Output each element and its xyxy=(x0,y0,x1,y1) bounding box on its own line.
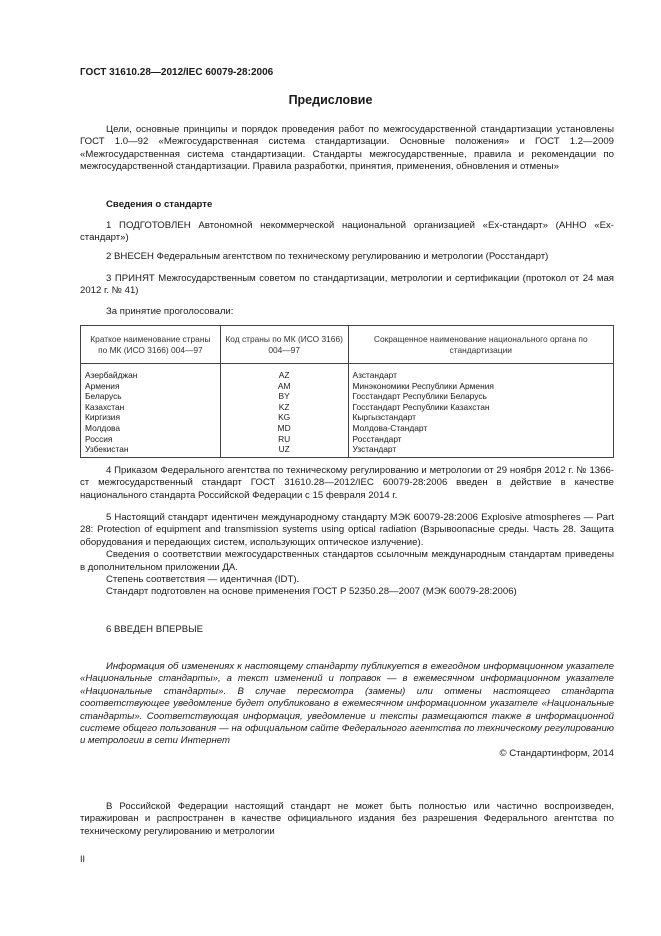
item-5-identical: 5 Настоящий стандарт идентичен международному стандарту МЭК 60079-28:2006 Explosive atmospheres — Part 28: Protection of equipment and transmission systems using optical radiation (Взрывоопасные среды. Часть 28. Защита оборудования и передающих систем, использующих оптическое излучение). xyxy=(80,512,614,548)
item-3-adopted: 3 ПРИНЯТ Межгосударственным советом по стандартизации, метрологии и сертификации (протокол от 24 мая 2012 г. № 41) xyxy=(80,273,614,297)
item-4-order: 4 Приказом Федерального агентства по техническому регулированию и метрологии от 29 ноября 2012 г. № 1366-ст межгосударственный стандарт ГОСТ 31610.28—2012/IEC 60079-28:2006 введен в действие в качестве национального стандарта Российской Федерации с 15 февраля 2014 г. xyxy=(80,465,614,501)
table-row xyxy=(81,402,614,413)
table-row xyxy=(81,364,614,381)
table-row xyxy=(81,412,614,423)
item-1-prepared: 1 ПОДГОТОВЛЕН Автономной некоммерческой национальной организацией «Ех-стандарт» (АННО «Ех-стандарт») xyxy=(80,220,614,244)
country-cell: Киргизия xyxy=(81,412,221,423)
column-header-country: Краткое наименование страны по МК (ИСО 3166) 004—97 xyxy=(81,326,221,364)
country-cell: Казахстан xyxy=(81,402,221,413)
table-row xyxy=(81,423,614,434)
country-cell: Россия xyxy=(81,434,221,445)
table-row xyxy=(81,434,614,445)
code-cell: RU xyxy=(220,434,348,445)
body-cell: Росстандарт xyxy=(348,434,613,445)
country-cell: Молдова xyxy=(81,423,221,434)
body-cell: Минэкономики Республики Армения xyxy=(348,381,613,392)
intro-paragraph: Цели, основные принципы и порядок проведения работ по межгосударственной стандартизации установлены ГОСТ 1.0—92 «Межгосударственная система стандартизации. Основные положения» и ГОСТ 1.2—2009 «Межгосударственная система стандартизации. Стандарты межгосударственные, правила и рекомендации по межгосударственной стандартизации. Правила разработки, принятия, применения, обновления и отмены» xyxy=(80,124,614,173)
country-cell: Азербайджан xyxy=(81,364,221,381)
info-items-block-2 xyxy=(80,251,614,263)
item-4-block xyxy=(80,465,614,502)
item-5-degree: Степень соответствия — идентичная (IDT). xyxy=(106,574,300,586)
item-6-first-introduced: 6 ВВЕДЕН ВПЕРВЫЕ xyxy=(106,624,204,635)
table-row xyxy=(81,444,614,457)
code-cell: BY xyxy=(220,391,348,402)
item-5-basis: Стандарт подготовлен на основе применения ГОСТ Р 52350.28—2007 (МЭК 60079-28:2006) xyxy=(106,586,517,598)
voting-table xyxy=(80,325,614,458)
code-cell: AZ xyxy=(220,364,348,381)
code-cell: MD xyxy=(220,423,348,434)
item-5-annex-note: Сведения о соответствии межгосударственных стандартов ссылочным международным стандартам приведены в дополнительном приложении ДА. xyxy=(80,549,614,573)
country-cell: Армения xyxy=(81,381,221,392)
item-6-block xyxy=(80,624,614,636)
reproduction-notice: В Российской Федерации настоящий стандарт не может быть полностью или частично воспроизведен, тиражирован и распространен в качестве официального издания без разрешения Федерального агентства по техническому регулированию и метрологии xyxy=(80,801,614,837)
body-cell: Госстандарт Республики Казахстан xyxy=(348,402,613,413)
info-items-block xyxy=(80,220,614,245)
changes-info-text: Информация об изменениях к настоящему стандарту публикуется в ежегодном информационном указателе «Национальные стандарты», а текст изменений и поправок — в ежемесячном информационном указателе «Национальные стандарты». В случае пересмотра (замены) или отмены настоящего стандарта соответствующее уведомление будет опубликовано в ежемесячном информационном указателе «Национальные стандарты». Соответствующая информация, уведомление и тексты размещаются также в информационной системе общего пользования — на официальном сайте Федерального агентства по техническому регулированию и метрологии в сети Интернет xyxy=(80,661,614,747)
item-2-introduced: 2 ВНЕСЕН Федеральным агентством по техническому регулированию и метрологии (Росстандарт) xyxy=(106,251,549,262)
code-cell: KZ xyxy=(220,402,348,413)
table-row xyxy=(81,391,614,402)
info-items-block-3 xyxy=(80,273,614,298)
column-header-body: Сокращенное наименование национального органа по стандартизации xyxy=(348,326,613,364)
vote-intro: За принятие проголосовали: xyxy=(106,306,234,317)
code-cell: UZ xyxy=(220,444,348,457)
body-cell: Узстандарт xyxy=(348,444,613,457)
changes-info-block xyxy=(80,661,614,748)
document-header: ГОСТ 31610.28—2012/IEC 60079-28:2006 xyxy=(80,67,274,78)
body-cell: Госстандарт Республики Беларусь xyxy=(348,391,613,402)
country-cell: Узбекистан xyxy=(81,444,221,457)
code-cell: KG xyxy=(220,412,348,423)
notice-block xyxy=(80,801,614,838)
page-number: II xyxy=(80,854,86,864)
vote-intro-block xyxy=(80,306,614,318)
country-cell: Беларусь xyxy=(81,391,221,402)
body-cell: Азстандарт xyxy=(348,364,613,381)
table-header-row xyxy=(81,326,614,364)
copyright: © Стандартинформ, 2014 xyxy=(499,748,614,759)
intro-block xyxy=(80,124,614,174)
section-title: Сведения о стандарте xyxy=(106,199,213,210)
body-cell: Кыргызстандарт xyxy=(348,412,613,423)
body-cell: Молдова-Стандарт xyxy=(348,423,613,434)
column-header-code: Код страны по МК (ИСО 3166) 004—97 xyxy=(220,326,348,364)
item-5-block xyxy=(80,512,614,599)
table-row xyxy=(81,381,614,392)
page-title: Предисловие xyxy=(288,93,373,107)
code-cell: AM xyxy=(220,381,348,392)
